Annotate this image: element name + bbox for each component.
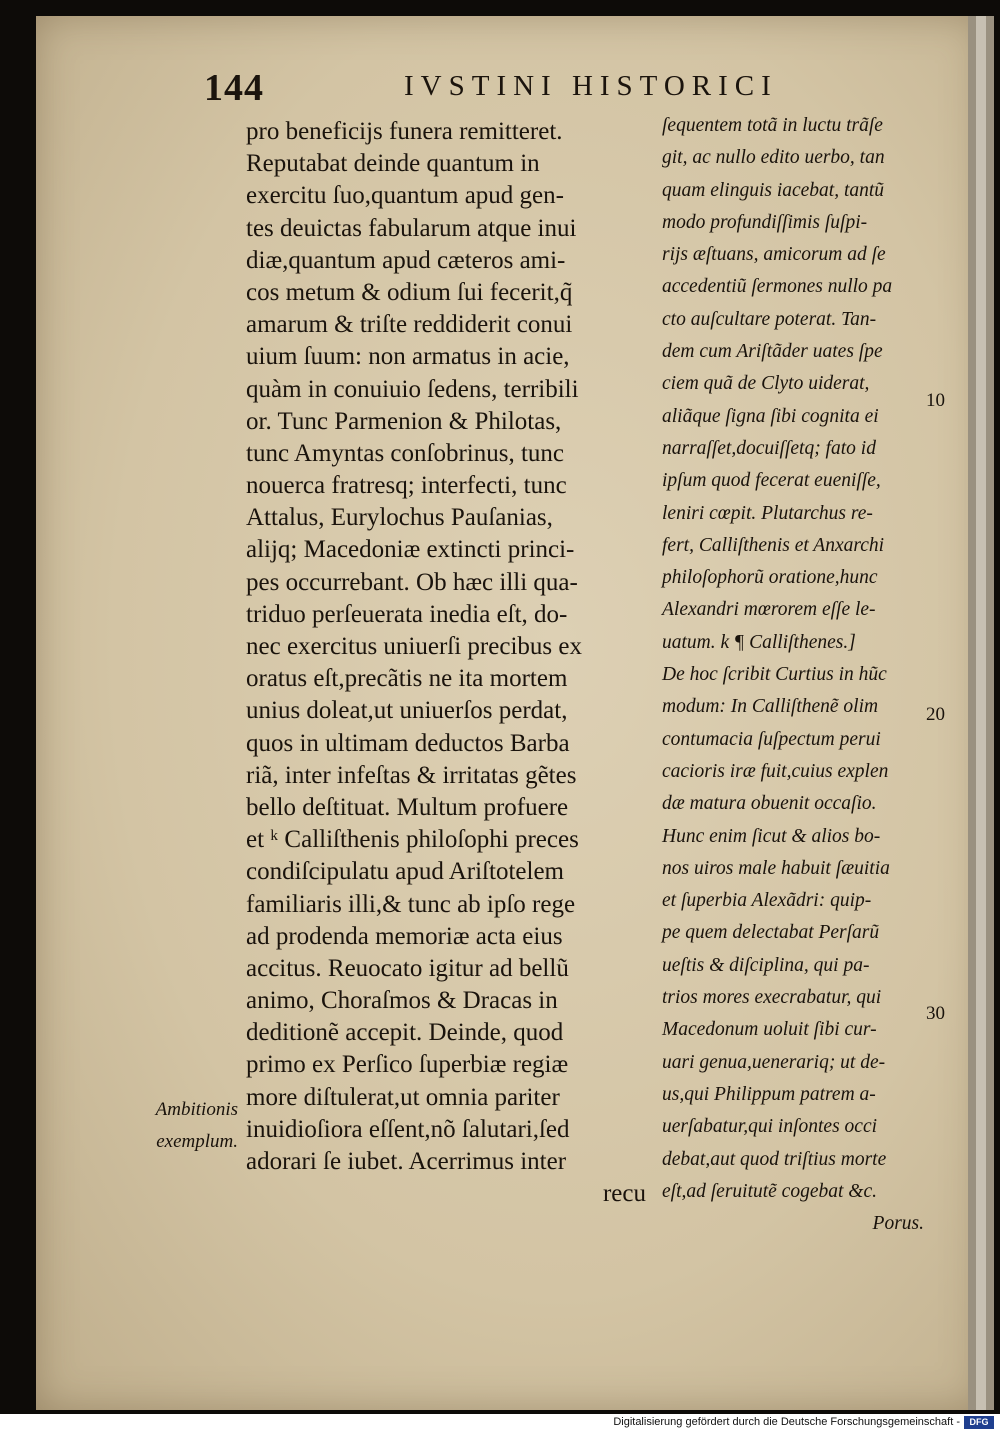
main-text-line: deditionẽ accepit. Deinde, quod (246, 1019, 564, 1047)
commentary-line: uari genua,uenerariq; ut de- (662, 1051, 886, 1073)
commentary-line: cto auſcultare poterat. Tan- (662, 308, 877, 330)
main-text-line: familiaris illi,& tunc ab ipſo rege (246, 890, 576, 918)
line-number-30: 30 (926, 1003, 945, 1024)
main-text-line: accitus. Reuocato igitur ad bellũ (246, 954, 569, 982)
margin-note (118, 1094, 238, 1158)
main-text-line: adorari ſe iubet. Acerrimus inter (246, 1148, 567, 1175)
margin-note-line: exemplum. (156, 1131, 238, 1153)
commentary-line: leniri cœpit. Plutarchus re- (662, 502, 873, 524)
commentary-line: narraſſet,docuiſſetq; fato id (662, 437, 876, 459)
main-text-line: triduo perſeuerata inedia eſt, do- (246, 600, 568, 628)
main-text-line: condiſcipulatu apud Ariſtotelem (246, 858, 564, 886)
main-text-line: more diſtulerat,ut omnia pariter (246, 1083, 560, 1111)
main-text-line: Reputabat deinde quantum in (246, 150, 540, 178)
main-text-line: inuidioſiora eſſent,nõ ſalutari,ſed (246, 1115, 570, 1143)
footer-bar (0, 1414, 1000, 1432)
commentary-line: nos uiros male habuit ſæuitia (662, 857, 890, 879)
commentary-line: uatum. k ¶ Calliſthenes.] (662, 631, 856, 653)
funding-credit: Digitalisierung gefördert durch die Deutsche Forschungsgemeinschaft - (613, 1416, 960, 1428)
commentary-line: eſt,ad ſeruitutẽ cogebat &c. (662, 1180, 877, 1202)
main-text-line: quos in ultimam deductos Barba (246, 729, 570, 757)
commentary-line: De hoc ſcribit Curtius in hũc (662, 664, 887, 686)
line-number-10: 10 (926, 390, 945, 411)
main-text-line: animo, Choraſmos & Dracas in (246, 987, 558, 1015)
commentary-line: cacioris iræ fuit,cuius explen (662, 760, 889, 782)
commentary-line: trios mores execrabatur, qui (662, 987, 882, 1009)
main-text-line: nec exercitus uniuerſi precibus ex (246, 633, 582, 660)
main-text-column (246, 116, 646, 1210)
main-text-line: diæ,quantum apud cæteros ami- (246, 246, 566, 274)
main-text-line: pes occurrebant. Ob hæc illi qua- (246, 568, 578, 596)
main-text-line: ad prodenda memoriæ acta eius (246, 922, 563, 950)
commentary-column (662, 110, 924, 1240)
line-number-20: 20 (926, 704, 945, 725)
margin-note-line: Ambitionis (155, 1099, 238, 1120)
main-text-line: bello deſtituat. Multum profuere (246, 793, 569, 821)
commentary-line: us,qui Philippum patrem a- (662, 1083, 876, 1105)
commentary-line: et ſuperbia Alexãdri: quip- (662, 890, 872, 912)
page-number: 144 (204, 67, 264, 109)
main-text-line: unius doleat,ut uniuerſos perdat, (246, 697, 568, 725)
main-text-line: recu (602, 1180, 646, 1208)
commentary-line: ipſum quod fecerat eueniſſe, (662, 470, 881, 492)
commentary-line: Hunc enim ſicut & alios bo- (662, 825, 881, 847)
main-text-line: alijq; Macedoniæ extincti princi- (246, 536, 575, 564)
commentary-line: dem cum Ariſtãder uates ſpe (662, 341, 883, 363)
commentary-line: contumacia ſuſpectum perui (662, 728, 881, 750)
main-text-line: et ᵏ Calliſthenis philoſophi preces (246, 826, 579, 854)
commentary-line: Macedonum uoluit ſibi cur- (662, 1019, 877, 1041)
main-text-line: riã, inter infeſtas & irritatas gẽtes (246, 761, 577, 789)
main-text-line: pro beneficijs funera remitteret. (246, 118, 563, 145)
commentary-line: git, ac nullo edito uerbo, tan (662, 147, 885, 169)
commentary-line: rijs æſtuans, amicorum ad ſe (662, 244, 886, 266)
commentary-line: uerſabatur,qui inſontes occi (662, 1116, 878, 1138)
main-text-line: or. Tunc Parmenion & Philotas, (246, 407, 562, 435)
main-text-line: nouerca fratresq; interfecti, tunc (246, 472, 567, 500)
commentary-line: accedentiũ ſermones nullo pa (662, 276, 893, 298)
commentary-line: modo profundiſſimis ſuſpi- (662, 211, 868, 233)
main-text-line: Attalus, Eurylochus Pauſanias, (246, 504, 553, 532)
commentary-line: quam elinguis iacebat, tantũ (662, 179, 885, 201)
running-head: IVSTINI HISTORICI (404, 70, 778, 102)
main-text-line: oratus eſt,precãtis ne ita mortem (246, 665, 568, 693)
commentary-line: philoſophorũ oratione,hunc (662, 567, 878, 589)
commentary-line: Alexandri mœrorem eſſe le- (662, 599, 876, 621)
commentary-line: aliãque ſigna ſibi cognita ei (662, 405, 879, 427)
commentary-line: ciem quã de Clyto uiderat, (662, 373, 870, 395)
main-text-line: tes deuictas fabularum atque inui (246, 214, 577, 242)
commentary-line: ueſtis & diſciplina, qui pa- (662, 954, 870, 976)
dfg-logo: DFG (964, 1416, 994, 1429)
main-text-line: tunc Amyntas conſobrinus, tunc (246, 439, 565, 467)
commentary-line: modum: In Calliſthenẽ olim (662, 696, 879, 718)
commentary-line: Porus. (872, 1213, 924, 1235)
main-text-line: quàm in conuiuio ſedens, terribili (246, 375, 579, 403)
main-text-line: exercitu ſuo,quantum apud gen- (246, 182, 564, 210)
main-text-line: cos metum & odium ſui fecerit,q̃ (246, 278, 573, 306)
commentary-line: ſequentem totã in luctu trãſe (662, 115, 883, 136)
main-text-line: primo ex Perſico ſuperbiæ regiæ (246, 1051, 569, 1079)
page-edge-strip (976, 16, 986, 1410)
main-text-line: uium ſuum: non armatus in acie, (246, 343, 570, 371)
commentary-line: debat,aut quod triſtius morte (662, 1148, 887, 1170)
commentary-line: dæ matura obuenit occaſio. (662, 793, 877, 815)
commentary-line: fert, Calliſthenis et Anxarchi (662, 534, 885, 556)
page-header (204, 60, 778, 110)
main-text-line: amarum & triſte reddiderit conui (246, 311, 573, 339)
commentary-line: pe quem delectabat Perſarũ (662, 922, 880, 944)
